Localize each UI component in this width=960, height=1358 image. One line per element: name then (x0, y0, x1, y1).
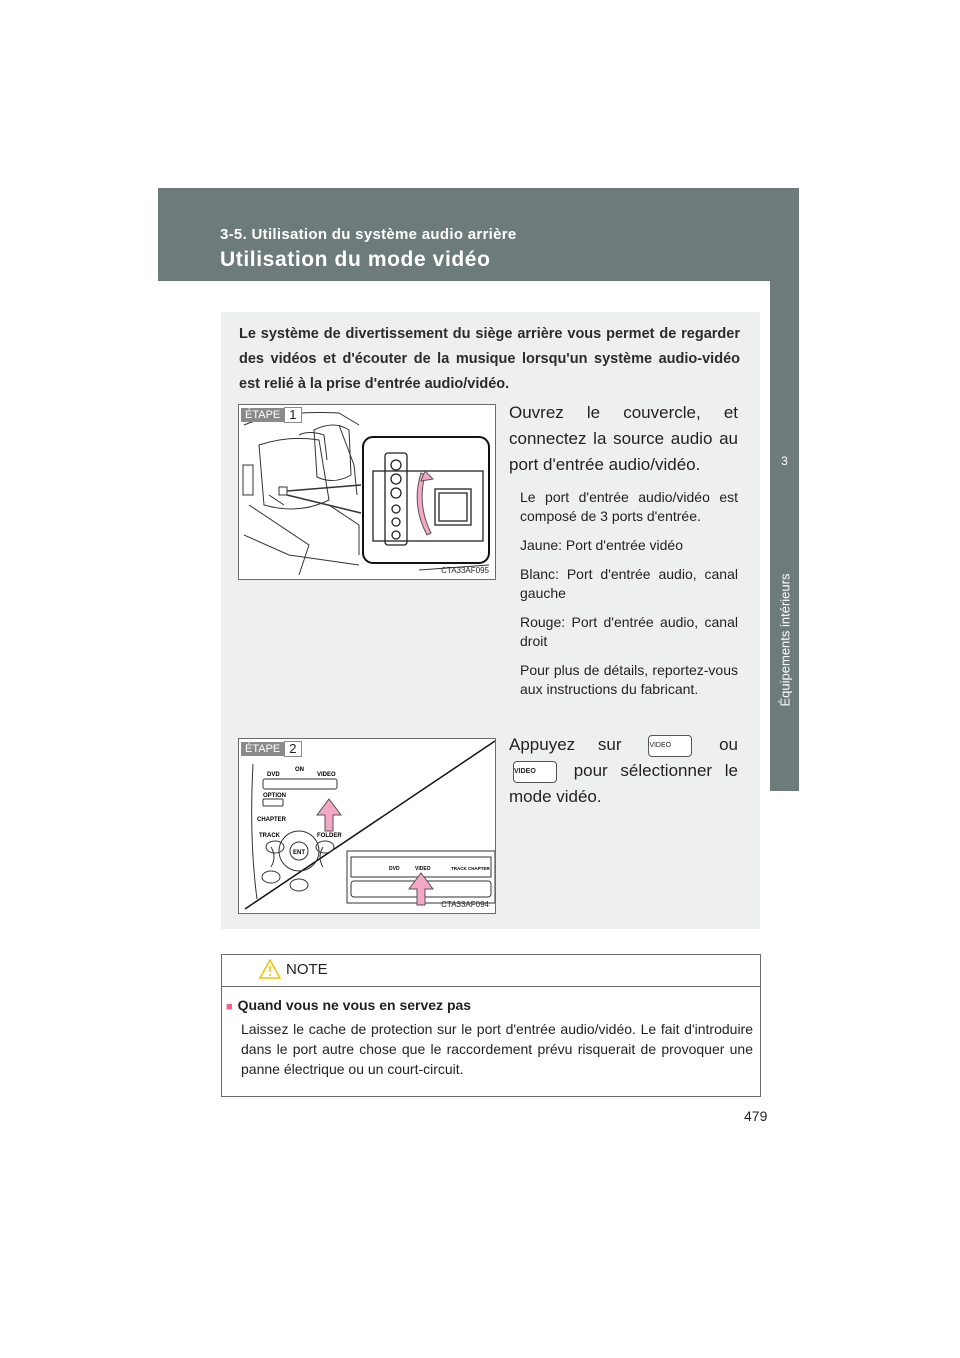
note-body: Laissez le cache de protection sur le port d'entrée audio/vidéo. Le fait d'introduire dans le port autre chose que le raccordement prévu risquerait de provoquer une panne électrique ou un court-circuit. (241, 1021, 753, 1077)
step2-badge-number: 2 (284, 741, 301, 757)
step1-badge-number: 1 (284, 407, 301, 423)
step2-text-middle: ou (719, 735, 738, 754)
remote-dvd-label: DVD (267, 772, 280, 778)
step1-instruction: Ouvrez le couvercle, et connectez la source audio au port d'entrée audio/vidéo. (509, 403, 738, 474)
step2-image-code: CTA33AF094 (441, 900, 489, 909)
section-header (158, 188, 799, 281)
step2-illustration (238, 738, 496, 914)
remote-on-label: ON (295, 767, 304, 773)
intro-text: Le système de divertissement du siège arrière vous permet de regarder des vidéos et d'écouter de la musique lorsqu'un système audio-vidéo est relié à la prise d'entrée audio/vidéo. (239, 326, 740, 392)
video-panel-button-icon: VIDEO (513, 761, 557, 783)
warning-triangle-icon (259, 959, 281, 979)
step1-detail: Jaune: Port d'entrée vidéo (520, 537, 684, 553)
step1-image-code: CTA33AF095 (441, 566, 489, 575)
step1-detail: Blanc: Port d'entrée audio, canal gauche (520, 566, 738, 601)
panel-dvd-label: DVD (389, 866, 400, 872)
page-number: 479 (744, 1108, 768, 1124)
step2-text-after: pour sélectionner le mode vidéo. (509, 761, 738, 806)
section-label: 3-5. Utilisation du système audio arrière (220, 226, 517, 243)
remote-chapter-label: CHAPTER (257, 817, 287, 823)
page-title: Utilisation du mode vidéo (220, 248, 491, 271)
rear-seat-drawing (239, 405, 495, 579)
step1-text-block (509, 400, 738, 699)
remote-option-label: OPTION (263, 793, 287, 799)
step1-detail: Pour plus de détails, reportez-vous aux instructions du fabricant. (520, 662, 738, 697)
step1-badge (241, 407, 302, 423)
step2-badge (241, 741, 302, 757)
remote-ent-label: ENT (293, 850, 305, 856)
step2-text-block (509, 732, 738, 810)
panel-track-label: TRACK CHAPTER (451, 866, 490, 871)
step2-text-before: Appuyez sur (509, 735, 622, 754)
remote-folder-label: FOLDER (317, 833, 342, 839)
content-panel (221, 312, 760, 929)
remote-track-label: TRACK (259, 833, 280, 839)
note-divider (222, 986, 760, 987)
step1-badge-label: ÉTAPE (241, 408, 284, 422)
step1-detail: Le port d'entrée audio/vidéo est composé de 3 ports d'entrée. (520, 489, 738, 524)
note-box (221, 954, 761, 1097)
video-button-icon: VIDEO (648, 735, 692, 757)
note-title-text: Quand vous ne vous en servez pas (237, 997, 472, 1013)
remote-video-label: VIDEO (317, 772, 336, 778)
panel-video-label: VIDEO (415, 866, 431, 872)
step2-badge-label: ÉTAPE (241, 742, 284, 756)
step2-instruction (509, 732, 738, 810)
chapter-number: 3 (781, 454, 788, 468)
note-heading: NOTE (286, 960, 328, 978)
step1-detail: Rouge: Port d'entrée audio, canal droit (520, 614, 738, 649)
chapter-side-label (770, 490, 799, 790)
chapter-label-text: Équipements intérieurs (777, 573, 792, 707)
bullet-square-icon: ■ (226, 1001, 233, 1013)
note-title (226, 997, 471, 1013)
step1-illustration (238, 404, 496, 580)
note-header (259, 959, 328, 979)
remote-control-drawing (239, 739, 495, 913)
